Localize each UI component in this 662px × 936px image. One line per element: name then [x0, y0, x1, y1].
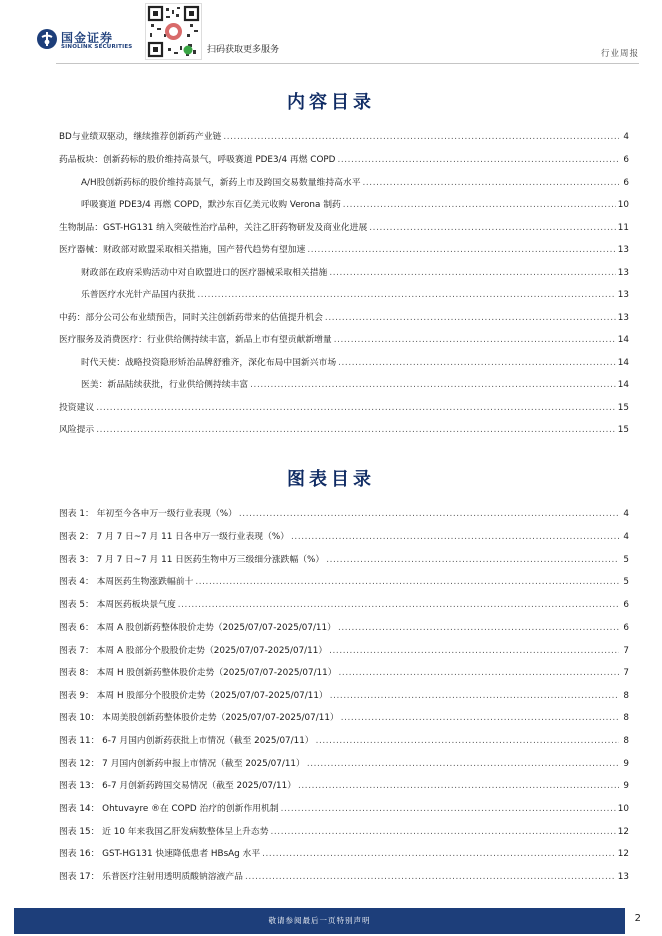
- dot-leader: [195, 577, 619, 587]
- toc-entry-page: 15: [617, 403, 629, 413]
- dot-leader: [250, 380, 616, 390]
- sinolink-logo-icon: [36, 28, 58, 50]
- toc-entry-title: 投资建议: [59, 403, 95, 413]
- dot-leader: [316, 736, 619, 746]
- figure-entry-title: 图表 7： 本周 A 股部分个股股价走势（2025/07/07-2025/07/11）: [59, 646, 328, 656]
- dot-leader: [281, 804, 616, 814]
- figure-entry-title: 图表 5： 本周医药板块景气度: [59, 600, 176, 610]
- dot-leader: [96, 403, 616, 413]
- figure-entry[interactable]: [59, 596, 629, 610]
- toc-entry-page: 13: [617, 245, 629, 255]
- figure-entry-page: 4: [623, 532, 629, 542]
- toc-entry-title: 乐普医疗水光针产品国内获批: [81, 290, 196, 300]
- figure-entry-page: 12: [617, 849, 629, 859]
- toc-entry-page: 10: [617, 200, 629, 210]
- dot-leader: [329, 268, 615, 278]
- dot-leader: [369, 223, 616, 233]
- figure-entry-title: 图表 8： 本周 H 股创新药整体股价走势（2025/07/07-2025/07/11）: [59, 668, 337, 678]
- figure-entry-title: 图表 11： 6-7 月国内创新药获批上市情况（截至 2025/07/11）: [59, 736, 314, 746]
- company-logo: [36, 26, 136, 54]
- toc-entry-title: 时代天使：战略投资隐形矫治品牌舒雅齐，深化布局中国新兴市场: [81, 358, 337, 368]
- toc-entry-title: 中药：部分公司公布业绩预告，同时关注创新药带来的估值提升机会: [59, 313, 323, 323]
- footer-bar: [14, 908, 625, 934]
- figure-entry[interactable]: [59, 642, 629, 656]
- figure-entry-title: 图表 16： GST-HG131 快速降低患者 HBsAg 水平: [59, 849, 261, 859]
- dot-leader: [338, 623, 619, 633]
- figure-entry-page: 9: [623, 759, 629, 769]
- figure-entry[interactable]: [59, 505, 629, 519]
- figure-entry-title: 图表 12： 7 月国内创新药申报上市情况（截至 2025/07/11）: [59, 759, 305, 769]
- toc-entry-page: 6: [623, 155, 629, 165]
- figure-entry[interactable]: [59, 868, 629, 882]
- logo-english-name: SINOLINK SECURITIES: [61, 44, 133, 50]
- toc-subentry[interactable]: [81, 354, 629, 368]
- toc-entry-title: 生物制品：GST-HG131 纳入突破性治疗品种，关注乙肝药物研发及商业化进展: [59, 223, 368, 233]
- toc-entry-title: 医疗服务及消费医疗：行业供给侧持续丰富，新品上市有望贡献新增量: [59, 335, 332, 345]
- page-number: 2: [634, 913, 641, 924]
- toc-subentry[interactable]: [81, 264, 629, 278]
- toc-entry-title: BD与业绩双驱动，继续推荐创新药产业链: [59, 132, 222, 142]
- toc-entry-title: 风险提示: [59, 425, 95, 435]
- toc-entry[interactable]: [59, 128, 629, 142]
- figure-entry-page: 5: [623, 577, 629, 587]
- toc-subentry[interactable]: [81, 196, 629, 210]
- dot-leader: [239, 509, 619, 519]
- toc-entry-title: 医美：新品陆续获批，行业供给侧持续丰富: [81, 380, 249, 390]
- figure-entry-page: 8: [623, 713, 629, 723]
- dot-leader: [325, 313, 616, 323]
- scan-for-services-text: 扫码获取更多服务: [207, 45, 280, 55]
- figure-entry-title: 图表 6： 本周 A 股创新药整体股价走势（2025/07/07-2025/07/11）: [59, 623, 336, 633]
- toc-entry-page: 14: [617, 358, 629, 368]
- figure-entry-title: 图表 2： 7 月 7 日~7 月 11 日各申万一级行业表现（%）: [59, 532, 290, 542]
- logo-chinese-name: 国金证券: [61, 31, 114, 45]
- figure-entry-title: 图表 1： 年初至今各申万一级行业表现（%）: [59, 509, 237, 519]
- figure-entry[interactable]: [59, 528, 629, 542]
- figure-entry-title: 图表 13： 6-7 月创新药跨国交易情况（截至 2025/07/11）: [59, 781, 296, 791]
- dot-leader: [291, 532, 619, 542]
- dot-leader: [262, 849, 616, 859]
- figure-entry-title: 图表 9： 本周 H 股部分个股股价走势（2025/07/07-2025/07/11）: [59, 691, 328, 701]
- figure-entry-title: 图表 4： 本周医药生物涨跌幅前十: [59, 577, 194, 587]
- toc-entry-title: 医疗器械：财政部对欧盟采取相关措施，国产替代趋势有望加速: [59, 245, 306, 255]
- dot-leader: [307, 759, 619, 769]
- toc-entry[interactable]: [59, 331, 629, 345]
- figure-entry-title: 图表 15： 近 10 年来我国乙肝发病数整体呈上升态势: [59, 827, 269, 837]
- figure-entry[interactable]: [59, 709, 629, 723]
- figure-entry-title: 图表 10： 本周美股创新药整体股价走势（2025/07/07-2025/07/11）: [59, 713, 339, 723]
- toc-entry[interactable]: [59, 399, 629, 413]
- figure-entry[interactable]: [59, 573, 629, 587]
- footer-disclaimer: 敬请参阅最后一页特别声明: [268, 916, 371, 925]
- toc-entry-title: A/H股创新药标的股价维持高景气，新药上市及跨国交易数量维持高水平: [81, 178, 361, 188]
- page-header: [0, 0, 662, 64]
- figure-entry[interactable]: [59, 755, 629, 769]
- toc-entry[interactable]: [59, 241, 629, 255]
- dot-leader: [337, 155, 619, 165]
- figure-entry-page: 7: [623, 668, 629, 678]
- qr-code-icon: [145, 3, 202, 60]
- dot-leader: [330, 691, 619, 701]
- figure-entry-page: 8: [623, 736, 629, 746]
- figure-entry[interactable]: [59, 777, 629, 791]
- toc-entry-page: 15: [617, 425, 629, 435]
- toc-entry[interactable]: [59, 151, 629, 165]
- content-toc-title: 内容目录: [287, 92, 375, 113]
- dot-leader: [326, 555, 619, 565]
- dot-leader: [223, 132, 619, 142]
- figure-entry-page: 10: [617, 804, 629, 814]
- dot-leader: [363, 178, 619, 188]
- toc-entry-title: 呼吸赛道 PDE3/4 再燃 COPD，默沙东百亿美元收购 Verona 制药: [81, 200, 341, 210]
- toc-entry-page: 11: [617, 223, 629, 233]
- figure-entry[interactable]: [59, 687, 629, 701]
- figure-entry-page: 9: [623, 781, 629, 791]
- dot-leader: [341, 713, 619, 723]
- toc-entry-page: 13: [617, 268, 629, 278]
- toc-subentry[interactable]: [81, 376, 629, 390]
- toc-entry-page: 14: [617, 335, 629, 345]
- toc-entry-title: 财政部在政府采购活动中对自欧盟进口的医疗器械采取相关措施: [81, 268, 328, 278]
- dot-leader: [298, 781, 619, 791]
- figure-entry-page: 7: [623, 646, 629, 656]
- figure-entry-page: 12: [617, 827, 629, 837]
- figure-entry-page: 6: [623, 600, 629, 610]
- dot-leader: [96, 425, 616, 435]
- toc-entry[interactable]: [59, 309, 629, 323]
- figure-entry-page: 8: [623, 691, 629, 701]
- dot-leader: [334, 335, 616, 345]
- figure-entry[interactable]: [59, 845, 629, 859]
- figure-entry-title: 图表 17： 乐普医疗注射用透明质酸钠溶液产品: [59, 872, 243, 882]
- figure-entry[interactable]: [59, 732, 629, 746]
- header-divider: [56, 63, 639, 64]
- dot-leader: [329, 646, 619, 656]
- dot-leader: [271, 827, 616, 837]
- dot-leader: [338, 358, 616, 368]
- figure-entry[interactable]: [59, 551, 629, 565]
- dot-leader: [307, 245, 615, 255]
- figure-entry[interactable]: [59, 619, 629, 633]
- toc-subentry[interactable]: [81, 286, 629, 300]
- figure-entry-page: 4: [623, 509, 629, 519]
- toc-entry-page: 4: [623, 132, 629, 142]
- toc-subentry[interactable]: [81, 174, 629, 188]
- toc-entry-page: 13: [617, 290, 629, 300]
- figure-entry[interactable]: [59, 800, 629, 814]
- toc-entry[interactable]: [59, 421, 629, 435]
- dot-leader: [197, 290, 615, 300]
- dot-leader: [178, 600, 619, 610]
- dot-leader: [339, 668, 619, 678]
- figure-entry-page: 5: [623, 555, 629, 565]
- figure-toc-title: 图表目录: [287, 469, 375, 490]
- report-type-label: 行业周报: [600, 49, 639, 59]
- toc-entry-title: 药品板块：创新药标的股价维持高景气，呼吸赛道 PDE3/4 再燃 COPD: [59, 155, 336, 165]
- figure-entry-title: 图表 3： 7 月 7 日~7 月 11 日医药生物申万三级细分涨跌幅（%）: [59, 555, 325, 565]
- figure-entry-title: 图表 14： Ohtuvayre ®在 COPD 治疗的创新作用机制: [59, 804, 279, 814]
- toc-entry-page: 13: [617, 313, 629, 323]
- dot-leader: [245, 872, 616, 882]
- figure-entry-page: 13: [617, 872, 629, 882]
- figure-entry[interactable]: [59, 823, 629, 837]
- toc-entry-page: 14: [617, 380, 629, 390]
- dot-leader: [343, 200, 616, 210]
- toc-entry-page: 6: [623, 178, 629, 188]
- toc-entry[interactable]: [59, 219, 629, 233]
- figure-entry[interactable]: [59, 664, 629, 678]
- figure-entry-page: 6: [623, 623, 629, 633]
